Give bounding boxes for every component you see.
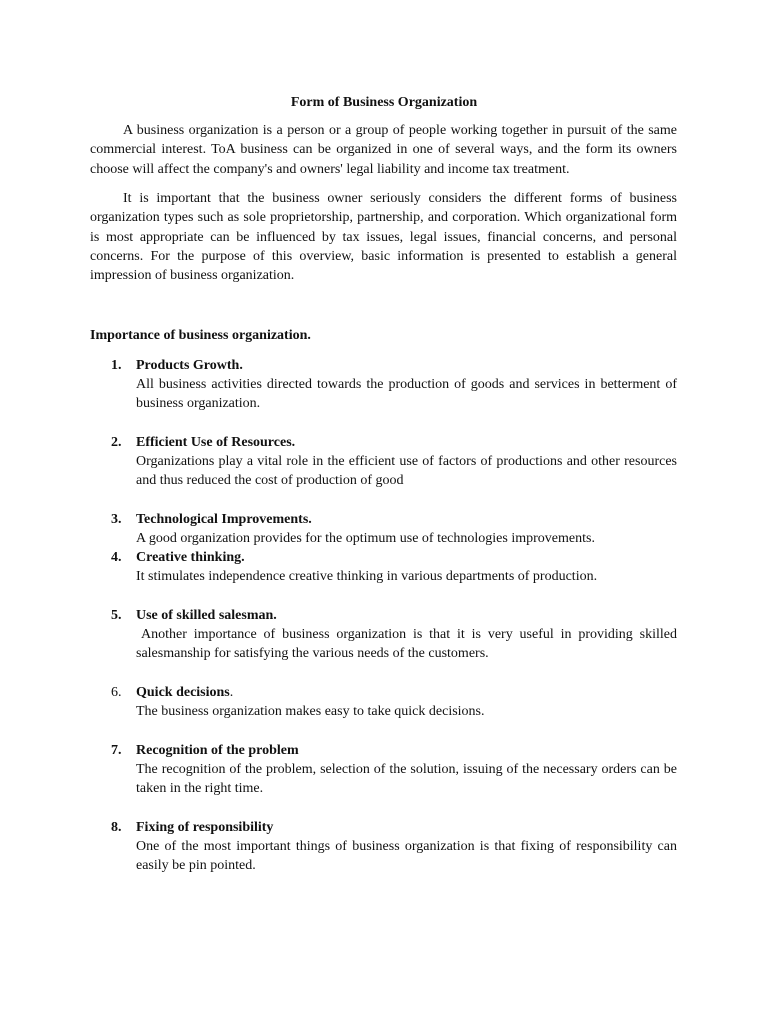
item-number: 1.	[111, 358, 122, 373]
item-heading	[136, 433, 677, 452]
item-number: 2.	[111, 435, 122, 450]
item-text: Another importance of business organization is that it is very useful in providing skilled salesmanship for satisfying the various needs of the customers.	[136, 627, 677, 662]
item-number: 5.	[111, 608, 122, 623]
item-heading	[136, 683, 677, 702]
item-text: One of the most important things of business organization is that fixing of responsibility can easily be pin pointed.	[136, 839, 677, 874]
item-heading	[136, 356, 677, 375]
list-item	[90, 683, 677, 721]
item-heading-text: Technological Improvements.	[136, 512, 312, 527]
list-item	[90, 741, 677, 799]
item-heading-text: Use of skilled salesman.	[136, 608, 277, 623]
item-heading	[136, 510, 677, 529]
item-text: The business organization makes easy to take quick decisions.	[136, 704, 485, 719]
list-item	[90, 433, 677, 491]
item-text: A good organization provides for the optimum use of technologies improvements.	[136, 531, 595, 546]
item-heading	[136, 741, 677, 760]
item-number: 4.	[111, 550, 122, 565]
overview-paragraph: It is important that the business owner seriously considers the different forms of business organization types such as sole proprietorship, partnership, and corporation. Which organizational form is most appropriate can be influenced by tax issues, legal issues, financial concerns, and personal concerns. For the purpose of this overview, basic information is presented to establish a general impression of business organization.	[90, 191, 677, 284]
item-number: 7.	[111, 743, 122, 758]
list-item	[90, 606, 677, 664]
item-heading	[136, 606, 677, 625]
list-item	[90, 510, 677, 548]
list-item	[90, 356, 677, 414]
document-title: Form of Business Organization	[290, 95, 478, 110]
item-heading-trail: .	[229, 685, 234, 700]
item-text: Organizations play a vital role in the efficient use of factors of productions and other resources and thus reduced the cost of production of good	[136, 454, 677, 489]
item-text: The recognition of the problem, selection of the solution, issuing of the necessary orders can be taken in the right time.	[136, 762, 677, 797]
item-text: All business activities directed towards the production of goods and services in betterment of business organization.	[136, 377, 677, 412]
item-heading-text: Products Growth.	[136, 358, 243, 373]
item-heading-text: Recognition of the problem	[136, 743, 299, 758]
item-text: It stimulates independence creative thinking in various departments of production.	[136, 569, 598, 584]
item-heading-text: Fixing of responsibility	[136, 820, 274, 835]
list-item	[90, 548, 677, 586]
item-heading-text: Efficient Use of Resources.	[136, 435, 296, 450]
item-heading	[136, 818, 677, 837]
item-number: 8.	[111, 820, 122, 835]
item-heading-text: Quick decisions	[136, 685, 230, 700]
section-heading: Importance of business organization.	[90, 328, 311, 343]
item-number: 3.	[111, 512, 122, 527]
item-heading	[136, 548, 677, 567]
item-heading-text: Creative thinking.	[136, 550, 245, 565]
intro-paragraph: A business organization is a person or a group of people working together in pursuit of the same commercial interest. ToA business can be organized in one of several ways, and the form its owners choose will affect the company's and owners' legal liability and income tax treatment.	[90, 123, 677, 177]
item-number: 6.	[111, 685, 122, 700]
list-item	[90, 818, 677, 876]
